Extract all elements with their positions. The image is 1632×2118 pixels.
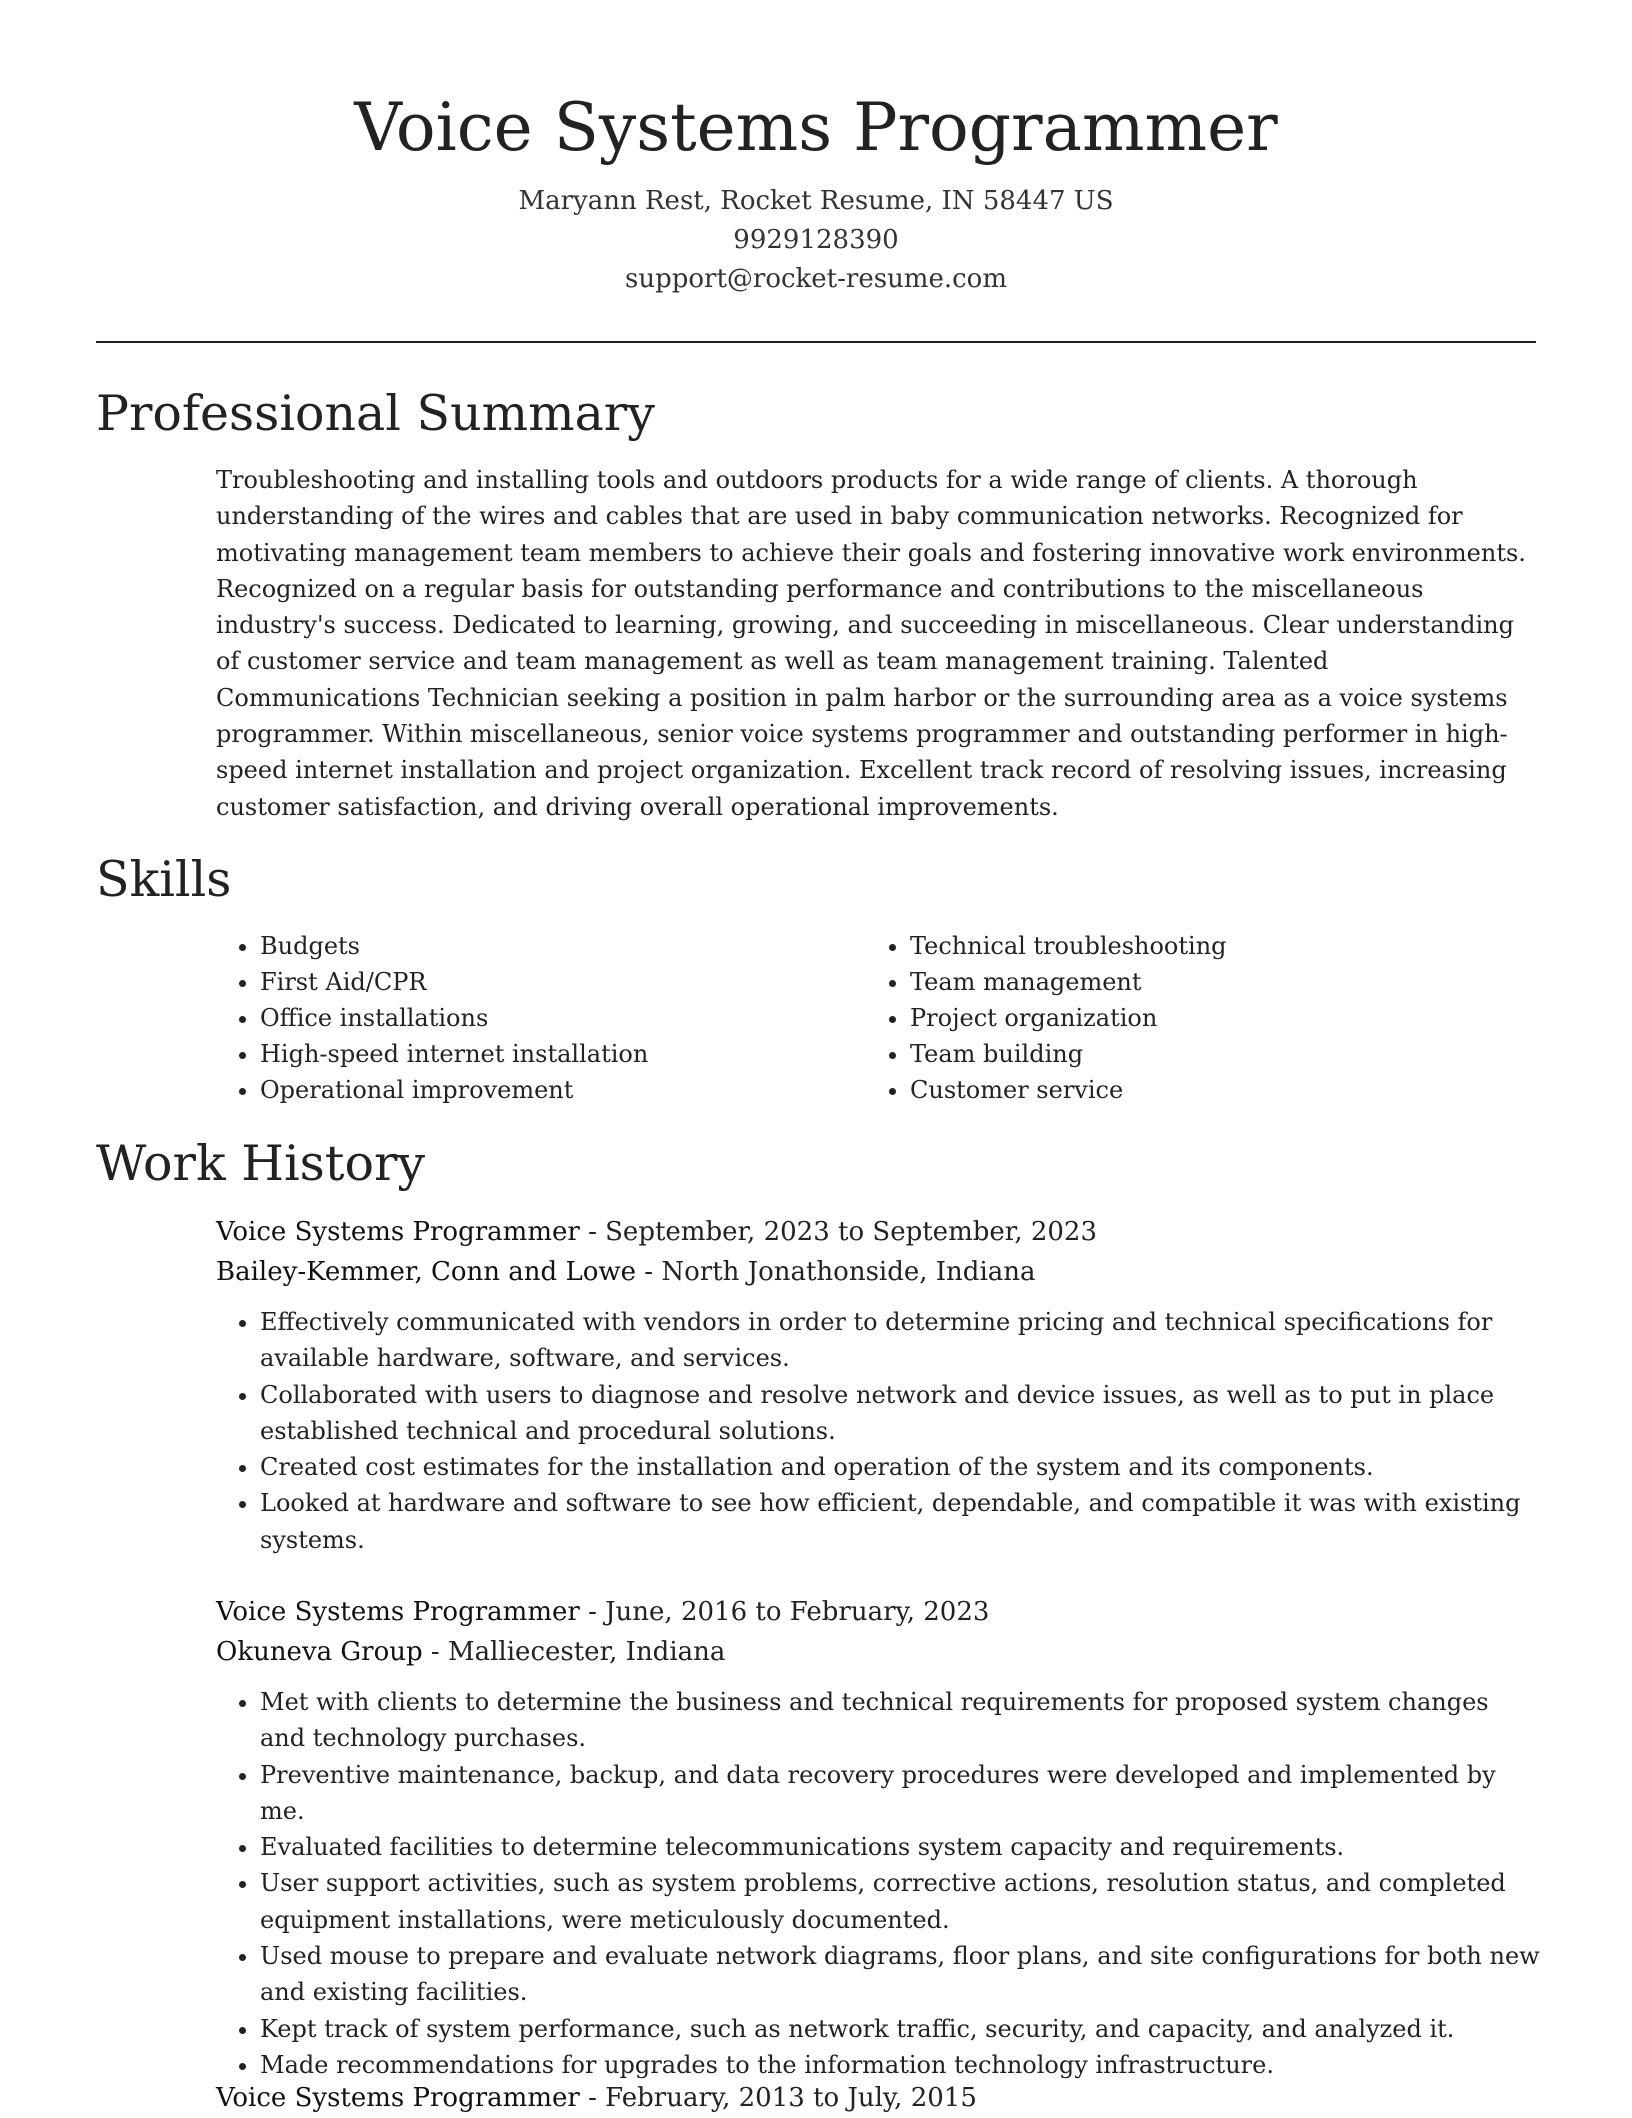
job-bullet: • Evaluated facilities to determine telecommunications system capacity and requirements. — [260, 1829, 1540, 1865]
job-bullet: • Kept track of system performance, such as network traffic, security, and capacity, and analyzed it. — [260, 2011, 1540, 2047]
job-dates: September, 2023 to September, 2023 — [605, 1217, 1098, 1247]
job-title: Voice Systems Programmer — [216, 1597, 580, 1627]
skill-item: • Customer service — [910, 1072, 1516, 1108]
job-bullets — [216, 1684, 1540, 2083]
separator: - — [588, 1217, 606, 1247]
skill-item: • Budgets — [260, 928, 866, 964]
job-location: North Jonathonside, Indiana — [661, 1257, 1036, 1287]
job-bullet: • Met with clients to determine the business and technical requirements for proposed system changes and technology purchases. — [260, 1684, 1540, 1757]
job-bullet: • Looked at hardware and software to see how efficient, dependable, and compatible it was with existing systems. — [260, 1485, 1540, 1558]
summary-text: Troubleshooting and installing tools and outdoors products for a wide range of clients. A thorough understanding of the wires and cables that are used in baby communication networks. Recognized for motivating management team members to achieve their goals and fostering innovative work environments. Recognized on a regular basis for outstanding performance and contributions to the miscellaneous industry's success. Dedicated to learning, growing, and succeeding in miscellaneous. Clear understanding of customer service and team management as well as team management training. Talented Communications Technician seeking a position in palm harbor or the surrounding area as a voice systems programmer. Within miscellaneous, senior voice systems programmer and outstanding performer in high-speed internet installation and project organization. Excellent track record of resolving issues, increasing customer satisfaction, and driving overall operational improvements. — [216, 466, 1526, 821]
skills-column-left — [216, 928, 866, 1108]
separator: - — [588, 2083, 606, 2113]
job-location: Malliecester, Indiana — [447, 1637, 726, 1667]
skill-item: • Team building — [910, 1036, 1516, 1072]
job-title-line — [216, 1212, 1540, 1252]
contact-email: support@rocket-resume.com — [624, 264, 1007, 294]
skill-item: • Project organization — [910, 1000, 1516, 1036]
job-bullet: • Collaborated with users to diagnose and resolve network and device issues, as well as to put in place established technical and procedural solutions. — [260, 1377, 1540, 1450]
job-entry — [216, 1592, 1540, 2083]
job-bullet: • Made recommendations for upgrades to the information technology infrastructure. — [260, 2047, 1540, 2083]
job-company-line — [216, 1252, 1540, 1292]
job-bullet: • User support activities, such as system problems, corrective actions, resolution status, and completed equipment installations, were meticulously documented. — [260, 1865, 1540, 1938]
contact-block — [0, 182, 1632, 299]
header-divider — [96, 341, 1536, 343]
skill-item: • Operational improvement — [260, 1072, 866, 1108]
job-title-line — [216, 2078, 1540, 2118]
job-dates: June, 2016 to February, 2023 — [605, 1597, 990, 1627]
skill-item: • High-speed internet installation — [260, 1036, 866, 1072]
job-dates: February, 2013 to July, 2015 — [605, 2083, 977, 2113]
resume-header — [0, 82, 1632, 299]
job-company: Okuneva Group — [216, 1637, 423, 1667]
skills-heading: Skills — [96, 851, 232, 908]
skill-item: • Technical troubleshooting — [910, 928, 1516, 964]
summary-heading: Professional Summary — [96, 385, 655, 442]
contact-phone: 9929128390 — [733, 225, 899, 255]
separator: - — [588, 1597, 606, 1627]
skill-item: • First Aid/CPR — [260, 964, 866, 1000]
job-bullets — [216, 1304, 1540, 1558]
job-bullet: • Created cost estimates for the installation and operation of the system and its components. — [260, 1449, 1540, 1485]
job-bullet: • Used mouse to prepare and evaluate network diagrams, floor plans, and site configurations for both new and existing facilities. — [260, 1938, 1540, 2011]
job-bullet: • Effectively communicated with vendors in order to determine pricing and technical specifications for available hardware, software, and services. — [260, 1304, 1540, 1377]
job-title-line — [216, 1592, 1540, 1632]
skill-item: • Team management — [910, 964, 1516, 1000]
job-title: Voice Systems Programmer — [216, 2083, 580, 2113]
work-history-heading: Work History — [96, 1135, 426, 1192]
job-title: Voice Systems Programmer — [216, 1217, 580, 1247]
separator: - — [644, 1257, 662, 1287]
skills-list — [216, 928, 1536, 1108]
job-bullet: • Preventive maintenance, backup, and data recovery procedures were developed and implemented by me. — [260, 1757, 1540, 1830]
skills-column-right — [866, 928, 1516, 1108]
separator: - — [430, 1637, 448, 1667]
job-entry — [216, 1212, 1540, 1558]
job-company: Bailey-Kemmer, Conn and Lowe — [216, 1257, 637, 1287]
job-entry — [216, 2078, 1540, 2118]
contact-address: Maryann Rest, Rocket Resume, IN 58447 US — [518, 186, 1114, 216]
job-company-line — [216, 1632, 1540, 1672]
resume-name: Voice Systems Programmer — [354, 89, 1278, 166]
skill-item: • Office installations — [260, 1000, 866, 1036]
